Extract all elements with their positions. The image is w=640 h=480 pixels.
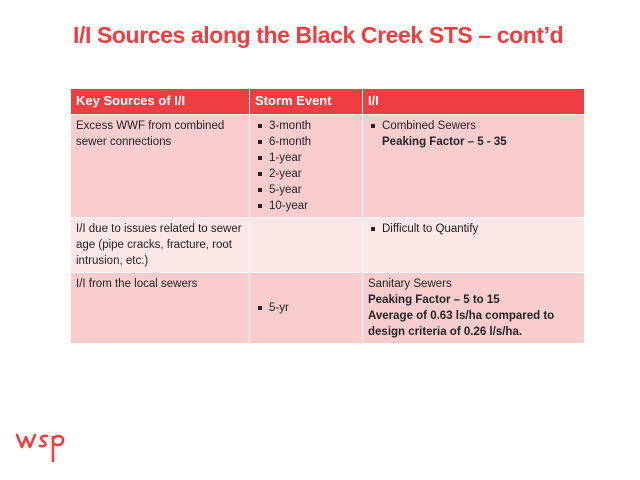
table-row	[71, 218, 585, 273]
ii-label: Sanitary Sewers	[368, 278, 452, 290]
row1-ii	[363, 115, 585, 218]
row2-storm-event	[250, 218, 363, 273]
average-note: Average of 0.63 ls/ha compared to design criteria of 0.26 l/s/ha.	[368, 310, 555, 338]
header-storm-event: Storm Event	[250, 89, 363, 115]
wsp-logo	[15, 425, 67, 470]
list-item: 3-month	[255, 118, 357, 134]
table-row	[71, 273, 585, 344]
list-item: 1-year	[255, 150, 357, 166]
row2-source: I/I due to issues related to sewer age (pipe cracks, fracture, root intrusion, etc.)	[71, 218, 250, 273]
list-item: 5-year	[255, 182, 357, 198]
ii-list	[368, 118, 579, 150]
row3-storm-event	[250, 273, 363, 344]
row3-ii	[363, 273, 585, 344]
header-key-sources: Key Sources of I/I	[71, 89, 250, 115]
row1-storm-events	[250, 115, 363, 218]
storm-event-list	[255, 300, 357, 316]
table-row	[71, 115, 585, 218]
ii-list	[368, 221, 579, 237]
list-item: 10-year	[255, 198, 357, 214]
table-header-row	[71, 89, 585, 115]
storm-event-list	[255, 118, 357, 214]
peaking-factor: Peaking Factor – 5 - 35	[382, 136, 507, 148]
row1-source: Excess WWF from combined sewer connections	[71, 115, 250, 218]
ii-label: Combined Sewers	[382, 120, 476, 132]
row2-ii	[363, 218, 585, 273]
header-ii: I/I	[363, 89, 585, 115]
list-item: 2-year	[255, 166, 357, 182]
list-item: 5-yr	[255, 300, 357, 316]
list-item	[368, 118, 579, 150]
peaking-factor: Peaking Factor – 5 to 15	[368, 294, 500, 306]
list-item: 6-month	[255, 134, 357, 150]
ii-sources-table	[70, 88, 585, 344]
list-item: Difficult to Quantify	[368, 221, 579, 237]
wsp-logo-icon	[15, 425, 67, 465]
slide-title: I/I Sources along the Black Creek STS – cont’d	[73, 22, 564, 48]
row3-source: I/I from the local sewers	[71, 273, 250, 344]
